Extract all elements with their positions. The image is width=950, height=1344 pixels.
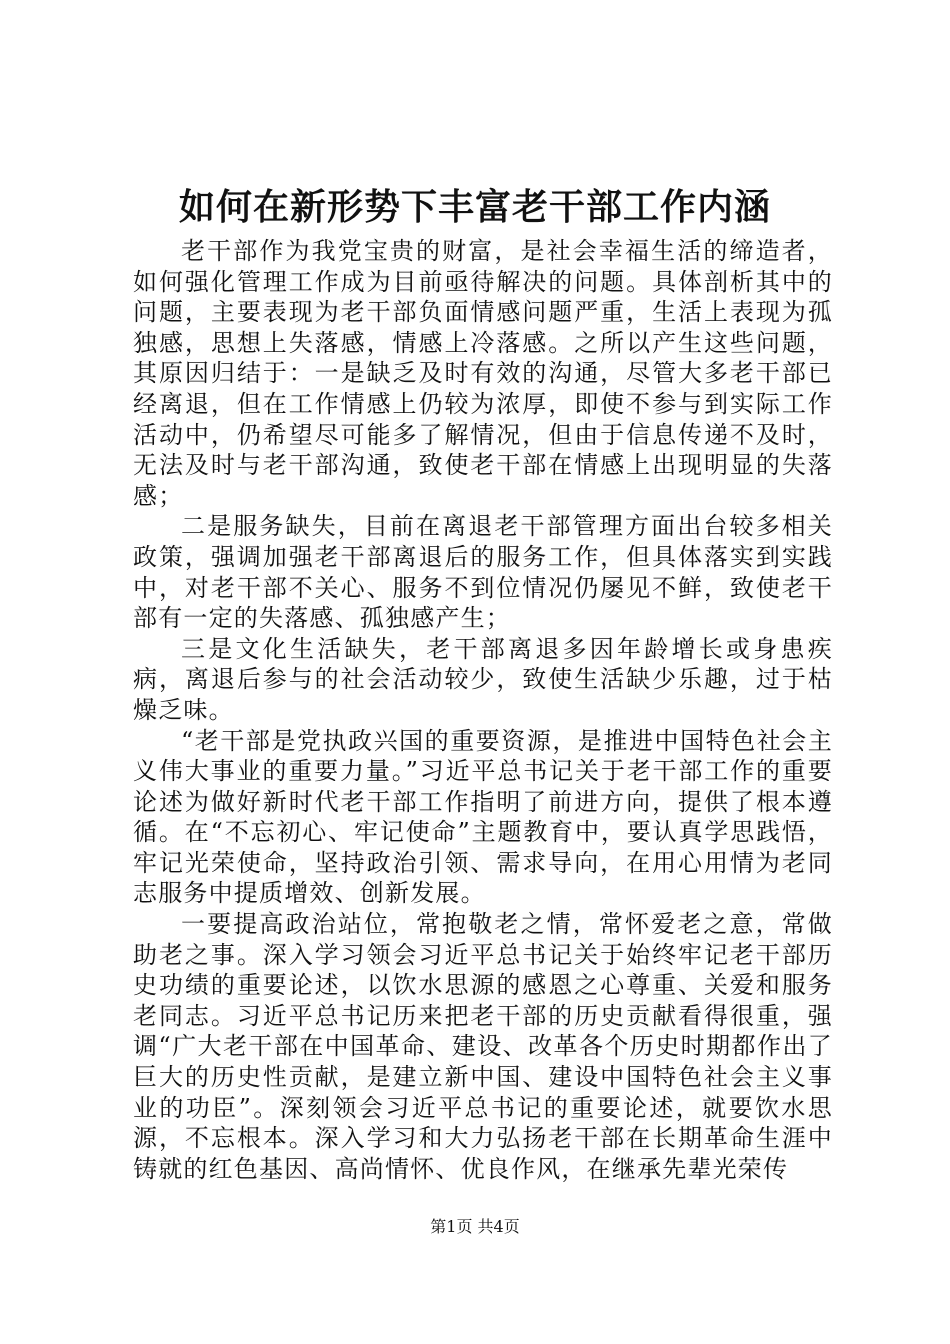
paragraph-5: 一要提高政治站位，常抱敬老之情，常怀爱老之意，常做助老之事。深入学习领会习近平总书记关于始终牢记老干部历史功绩的重要论述，以饮水思源的感恩之心尊重、关爱和服务老同志。习近平总书记历来把老干部的历史贡献看得很重，强调“广大老干部在中国革命、建设、改革各个历史时期都作出了巨大的历史性贡献，是建立新中国、建设中国特色社会主义事业的功臣”。深刻领会习近平总书记的重要论述，就要饮水思源，不忘根本。深入学习和大力弘扬老干部在长期革命生涯中铸就的红色基因、高尚情怀、优良作风，在继承先辈光荣传 — [133, 910, 833, 1183]
paragraph-3: 三是文化生活缺失，老干部离退多因年龄增长或身患疾病，离退后参与的社会活动较少，致使生活缺少乐趣，过于枯燥乏味。 — [133, 634, 833, 724]
document-title: 如何在新形势下丰富老干部工作内涵 — [178, 186, 771, 228]
paragraph-1: 老干部作为我党宝贵的财富，是社会幸福生活的缔造者，如何强化管理工作成为目前亟待解决的问题。具体剖析其中的问题，主要表现为老干部负面情感问题严重，生活上表现为孤独感，思想上失落感，情感上冷落感。之所以产生这些问题，其原因归结于：一是缺乏及时有效的沟通，尽管大多老干部已经离退，但在工作情感上仍较为浓厚，即使不参与到实际工作活动中，仍希望尽可能多了解情况，但由于信息传递不及时，无法及时与老干部沟通，致使老干部在情感上出现明显的失落感； — [133, 237, 833, 510]
page-number-footer: 第1页 共4页 — [430, 1217, 520, 1236]
document-body — [133, 236, 833, 1184]
paragraph-2: 二是服务缺失，目前在离退老干部管理方面出台较多相关政策，强调加强老干部离退后的服务工作，但具体落实到实践中，对老干部不关心、服务不到位情况仍屡见不鲜，致使老干部有一定的失落感、孤独感产生； — [133, 512, 833, 633]
paragraph-4: “老干部是党执政兴国的重要资源，是推进中国特色社会主义伟大事业的重要力量。”习近平总书记关于老干部工作的重要论述为做好新时代老干部工作指明了前进方向，提供了根本遵循。在“不忘初心、牢记使命”主题教育中，要认真学思践悟，牢记光荣使命，坚持政治引领、需求导向，在用心用情为老同志服务中提质增效、创新发展。 — [133, 726, 833, 908]
